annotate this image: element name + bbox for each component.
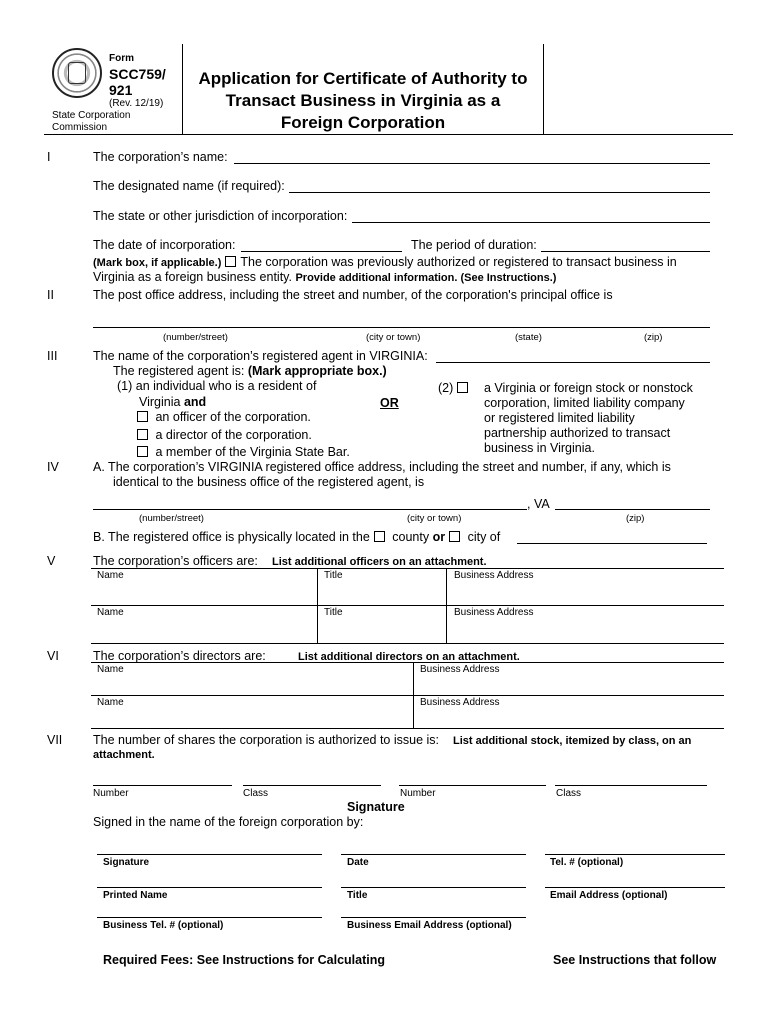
county-checkbox[interactable] xyxy=(374,531,385,542)
city-county-field[interactable] xyxy=(517,543,707,544)
form-revision: (Rev. 12/19) xyxy=(109,98,164,109)
signed-by-label: Signed in the name of the foreign corporation by: xyxy=(93,815,364,829)
director-1-address-header[interactable]: Business Address xyxy=(420,664,500,675)
agency-name-2: Commission xyxy=(52,122,108,133)
officer-checkbox[interactable] xyxy=(137,411,148,422)
officers-attachment-note: List additional officers on an attachment. xyxy=(272,556,487,568)
entity-agent-text-5: business in Virginia. xyxy=(484,441,595,455)
additional-info-note: Provide additional information. (See Instructions.) xyxy=(295,272,557,284)
section-number-II: II xyxy=(47,288,54,302)
form-title-2: Transact Business in Virginia as a xyxy=(225,91,501,110)
shares-class-field-2[interactable] xyxy=(555,785,707,786)
shares-class-caption-1: Class xyxy=(243,788,269,799)
date-caption: Date xyxy=(347,857,369,868)
registered-office-label-2: identical to the business office of the registered agent, is xyxy=(113,475,425,489)
section-number-I: I xyxy=(47,150,51,164)
agency-name-1: State Corporation xyxy=(52,110,131,121)
jurisdiction-label: The state or other jurisdiction of incorporation: xyxy=(93,209,348,223)
incorporation-date-label: The date of incorporation: xyxy=(93,238,236,252)
signature-heading: Signature xyxy=(347,800,405,814)
directors-col-divider xyxy=(413,662,414,728)
director-1-name-header[interactable]: Name xyxy=(97,664,124,675)
shares-class-caption-2: Class xyxy=(556,788,582,799)
designated-name-label: The designated name (if required): xyxy=(93,179,285,193)
registered-agent-label: The name of the corporation’s registered agent in VIRGINIA: xyxy=(93,349,428,363)
principal-office-label: The post office address, including the street and number, of the corporation's principal office is xyxy=(93,288,613,302)
form-number-1: SCC759/ xyxy=(109,66,166,82)
officer-option-label: an officer of the corporation. xyxy=(155,410,311,424)
business-email-caption: Business Email Address (optional) xyxy=(347,920,512,931)
state-bar-checkbox[interactable] xyxy=(137,446,148,457)
officer-2-name-header[interactable]: Name xyxy=(97,607,124,618)
officers-col-divider-1 xyxy=(317,568,318,643)
officers-table-top xyxy=(91,568,724,569)
director-option-label: a director of the corporation. xyxy=(155,428,312,442)
director-2-address-header[interactable]: Business Address xyxy=(420,697,500,708)
entity-agent-text-2: corporation, limited liability company xyxy=(484,396,685,410)
stock-attachment-note-1: List additional stock, itemized by class, on an xyxy=(453,735,692,747)
officer-1-name-header[interactable]: Name xyxy=(97,570,124,581)
agent-option-1-label: (1) an individual who is a resident of xyxy=(117,379,317,393)
director-checkbox[interactable] xyxy=(137,429,148,440)
business-tel-field[interactable] xyxy=(97,917,322,918)
form-number-2: 921 xyxy=(109,82,133,98)
section-number-VII: VII xyxy=(47,733,63,747)
shares-class-field-1[interactable] xyxy=(243,785,381,786)
duration-label: The period of duration: xyxy=(411,238,537,252)
agent-option-1-and: and xyxy=(183,395,207,409)
tel-caption: Tel. # (optional) xyxy=(550,857,624,868)
officer-1-title-header[interactable]: Title xyxy=(324,570,343,581)
state-bar-option-label: a member of the Virginia State Bar. xyxy=(155,445,350,459)
principal-state-caption: (state) xyxy=(515,332,542,343)
agent-option-1-label-b: Virginia xyxy=(139,395,181,409)
header-divider-right xyxy=(543,44,544,134)
section-number-IV: IV xyxy=(47,460,59,474)
entity-agent-text-1: a Virginia or foreign stock or nonstock xyxy=(484,381,693,395)
form-title-1: Application for Certificate of Authority to xyxy=(198,69,528,88)
date-field[interactable] xyxy=(341,854,526,855)
form-label: Form xyxy=(109,53,134,64)
business-email-field[interactable] xyxy=(341,917,526,918)
city-checkbox[interactable] xyxy=(449,531,460,542)
director-2-name-header[interactable]: Name xyxy=(97,697,124,708)
printed-name-caption: Printed Name xyxy=(103,890,168,901)
officers-row-divider xyxy=(91,605,724,606)
authorized-shares-label: The number of shares the corporation is authorized to issue is: xyxy=(93,733,440,747)
physical-location-label: B. The registered office is physically located in the xyxy=(93,530,370,544)
entity-agent-text-4: partnership authorized to transact xyxy=(484,426,671,440)
incorporation-date-field[interactable] xyxy=(241,251,402,252)
header-rule xyxy=(44,134,733,135)
business-tel-caption: Business Tel. # (optional) xyxy=(103,920,224,931)
previously-authorized-checkbox[interactable] xyxy=(225,256,236,267)
email-field[interactable] xyxy=(545,887,725,888)
directors-row-divider xyxy=(91,695,724,696)
shares-number-field-2[interactable] xyxy=(399,785,546,786)
section-number-III: III xyxy=(47,349,58,363)
mark-box-note: (Mark box, if applicable.) xyxy=(93,257,222,269)
directors-attachment-note: List additional directors on an attachment. xyxy=(298,651,520,663)
registered-office-zip-field[interactable] xyxy=(555,509,710,510)
county-label: county xyxy=(392,530,430,544)
signature-field[interactable] xyxy=(97,854,322,855)
entity-agent-text-3: or registered limited liability xyxy=(484,411,635,425)
registered-office-label-1: A. The corporation’s VIRGINIA registered office address, including the street and number, if any, which is xyxy=(93,460,671,474)
entity-agent-checkbox[interactable] xyxy=(457,382,468,393)
officer-2-address-header[interactable]: Business Address xyxy=(454,607,534,618)
section-number-VI: VI xyxy=(47,649,59,663)
officers-col-divider-2 xyxy=(446,568,447,643)
mark-appropriate-box-note: (Mark appropriate box.) xyxy=(247,364,387,378)
tel-field[interactable] xyxy=(545,854,725,855)
directors-table-top xyxy=(91,662,724,663)
designated-name-field[interactable] xyxy=(289,192,710,193)
title-field[interactable] xyxy=(341,887,526,888)
title-caption: Title xyxy=(347,890,368,901)
office-zip-caption: (zip) xyxy=(626,513,645,524)
section-number-V: V xyxy=(47,554,56,568)
email-caption: Email Address (optional) xyxy=(550,890,668,901)
directors-label: The corporation’s directors are: xyxy=(93,649,266,663)
shares-number-caption-2: Number xyxy=(400,788,436,799)
shares-number-caption-1: Number xyxy=(93,788,129,799)
officers-table-bottom xyxy=(91,643,724,644)
shares-number-field-1[interactable] xyxy=(93,785,232,786)
corporation-name-field[interactable] xyxy=(234,163,710,164)
previously-authorized-text: The corporation was previously authorized or registered to transact business in xyxy=(240,255,677,269)
printed-name-field[interactable] xyxy=(97,887,322,888)
stock-attachment-note-2: attachment. xyxy=(93,749,155,761)
agent-or-label: OR xyxy=(380,396,399,410)
signature-caption: Signature xyxy=(103,857,150,868)
virginia-seal-logo xyxy=(52,48,102,98)
directors-table-bottom xyxy=(91,728,724,729)
principal-street-caption: (number/street) xyxy=(163,332,228,343)
registered-agent-field[interactable] xyxy=(436,362,710,363)
required-fees-note: Required Fees: See Instructions for Calculating xyxy=(103,953,386,967)
officer-2-title-header[interactable]: Title xyxy=(324,607,343,618)
principal-office-field[interactable] xyxy=(93,327,710,328)
agent-option-2-label: (2) xyxy=(438,381,454,395)
office-street-caption: (number/street) xyxy=(139,513,204,524)
officer-1-address-header[interactable]: Business Address xyxy=(454,570,534,581)
previously-authorized-text-2: Virginia as a foreign business entity. xyxy=(93,270,292,284)
duration-field[interactable] xyxy=(541,251,710,252)
office-city-caption: (city or town) xyxy=(407,513,462,524)
agent-is-label: The registered agent is: xyxy=(113,364,245,378)
county-or-label: or xyxy=(432,530,446,544)
see-instructions-note: See Instructions that follow xyxy=(553,953,717,967)
form-title-3: Foreign Corporation xyxy=(280,113,446,132)
city-of-label: city of xyxy=(467,530,501,544)
officers-label: The corporation’s officers are: xyxy=(93,554,258,568)
jurisdiction-field[interactable] xyxy=(352,222,710,223)
registered-office-field[interactable] xyxy=(93,509,527,510)
va-label: , VA xyxy=(527,497,550,511)
principal-city-caption: (city or town) xyxy=(366,332,421,343)
corporation-name-label: The corporation’s name: xyxy=(93,150,228,164)
principal-zip-caption: (zip) xyxy=(644,332,663,343)
